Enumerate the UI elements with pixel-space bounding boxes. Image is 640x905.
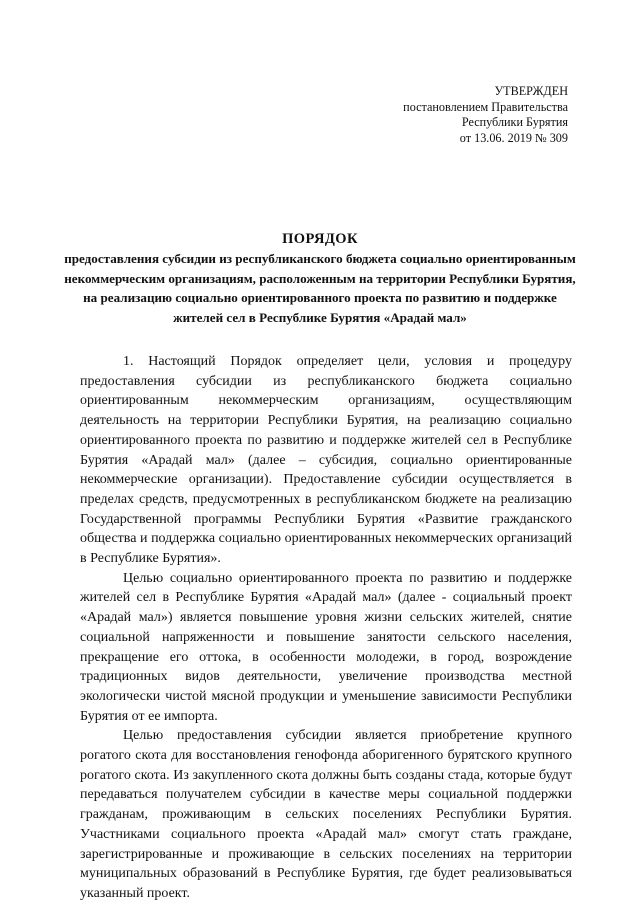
document-body: [80, 352, 572, 904]
approval-heading: УТВЕРЖДЕН: [494, 84, 568, 98]
body-paragraph-1: 1. Настоящий Порядок определяет цели, условия и процедуру предоставления субсидии из республиканского бюджета социально ориентированным некоммерческим организациям, осуществляющим деятельность на территории Республики Бурятия, на реализацию социально ориентированного проекта по развитию и поддержке жителей сел в Республике Бурятия «Арадай мал» (далее – субсидия, социально ориентированные некоммерческие организации). Предоставление субсидии осуществляется в пределах средств, предусмотренных в республиканском бюджете на реализацию Государственной программы Республики Бурятия «Развитие гражданского общества и поддержка социально ориентированных некоммерческих организаций в Республике Бурятия».: [80, 354, 572, 567]
document-title: ПОРЯДОК: [282, 231, 358, 247]
body-paragraph-2: Целью социально ориентированного проекта по развитию и поддержке жителей сел в Республике Бурятия «Арадай мал» (далее - социальный проект «Арадай мал») является повышение уровня жизни сельских жителей, снятие социальной напряженности и повышение занятости сельского населения, прекращение его оттока, в особенности молодежи, в город, возрождение традиционных видов деятельности, увеличение производства местной экологически чистой мясной продукции и уменьшение зависимости Республики Бурятия от ее импорта.: [80, 570, 572, 724]
approval-stamp-block: [403, 84, 568, 146]
approval-republic: Республики Бурятия: [461, 115, 568, 130]
document-title-block: [60, 229, 580, 327]
approval-resolution: постановлением Правительства: [403, 99, 568, 114]
body-paragraph-3: Целью предоставления субсидии является приобретение крупного рогатого скота для восстановления генофонда аборигенного бурятского крупного рогатого скота. Из закупленного скота должны быть созданы стада, которые будут передаваться получателем субсидии в качестве меры социальной поддержки гражданам, проживающим в сельских поселениях Республики Бурятия. Участниками социального проекта «Арадай мал» смогут стать граждане, зарегистрированные и проживающие в сельских поселениях на территории муниципальных образований в Республике Бурятия, где будет реализовываться указанный проект.: [80, 728, 572, 901]
approval-date-number: от 13.06. 2019 № 309: [459, 130, 568, 145]
document-subtitle: предоставления субсидии из республиканского бюджета социально ориентированным некоммерческим организациям, расположенным на территории Республики Бурятия, на реализацию социально ориентированного проекта по развитию и поддержке жителей сел в Республике Бурятия «Арадай мал»: [64, 251, 576, 325]
